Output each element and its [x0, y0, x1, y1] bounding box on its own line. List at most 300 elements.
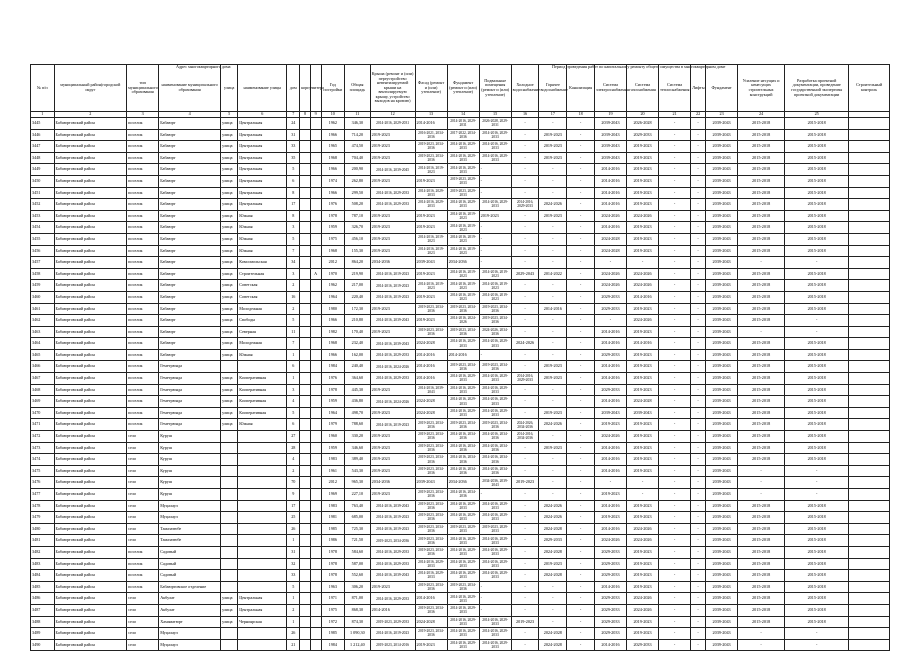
cell-hot: - [539, 431, 567, 443]
table-row [31, 210, 890, 222]
cell-control: 2015-2018 [785, 396, 849, 408]
column-number: 23 [706, 112, 738, 118]
cell-street [238, 477, 287, 489]
cell-gas: 2024-2026 [627, 268, 659, 280]
cell-year: 1976 [321, 373, 345, 385]
cell-design: 2015-2018 [738, 535, 785, 547]
cell-basement: 2019-2023, 2034-2036 [479, 419, 511, 431]
column-number: 18 [567, 112, 595, 118]
cell-fund: 2039-2043 [706, 628, 738, 640]
cell-house: 5 [287, 581, 300, 593]
cell-mo: Бабаюрт [159, 349, 221, 361]
cell-sewer: - [567, 245, 595, 257]
cell-year: 1969 [321, 489, 345, 501]
cell-control: 2015-2018 [785, 187, 849, 199]
table-row [31, 303, 890, 315]
cell-roof: 2014-2016 [370, 604, 415, 616]
cell-district: Бабаюртовский район [54, 152, 127, 164]
cell-lift: - [691, 477, 706, 489]
cell-cold: - [511, 512, 539, 524]
cell-facade: 2019-2023, 2034-2036 [415, 419, 447, 431]
cell-n: 3487 [31, 604, 55, 616]
cell-year: 2012 [321, 477, 345, 489]
cell-basement: 2019-2023, 2034-2036 [479, 315, 511, 327]
cell-st: улица [221, 199, 238, 211]
cell-found: 2014-2016, 2019-2023 [447, 245, 479, 257]
cell-k [300, 373, 311, 385]
cell-sewer: - [567, 500, 595, 512]
cell-blank [849, 604, 890, 616]
cell-blank [849, 291, 890, 303]
cell-found: 2014-2016, 2029-2033 [447, 593, 479, 605]
cell-mo: Бабаюрт [159, 291, 221, 303]
cell-basement: 2014-2016, 2029-2033 [479, 407, 511, 419]
cell-type: поселок [127, 419, 159, 431]
cell-elec: 2029-2033 [594, 628, 626, 640]
cell-found: 2034-2036 [447, 477, 479, 489]
cell-area: 874,30 [345, 616, 371, 628]
cell-control: 2015-2018 [785, 535, 849, 547]
cell-fund: 2039-2043 [706, 454, 738, 466]
cell-area: 262,80 [345, 175, 371, 187]
cell-design: - [738, 639, 785, 651]
cell-l [310, 199, 321, 211]
cell-k [300, 523, 311, 535]
cell-elec: 2029-2033 [594, 604, 626, 616]
cell-type: село [127, 593, 159, 605]
column-header: Система теплоснабжения [659, 65, 691, 112]
cell-type: село [127, 465, 159, 477]
cell-district: Бабаюртовский район [54, 199, 127, 211]
cell-control: 2015-2018 [785, 407, 849, 419]
cell-basement: 2014-2016, 2029-2033 [479, 129, 511, 141]
column-header: Общая площадь [345, 65, 371, 112]
cell-area: 685,00 [345, 512, 371, 524]
cell-heat: - [659, 442, 691, 454]
cell-elec: 2039-2043 [594, 152, 626, 164]
cell-house: 5 [287, 315, 300, 327]
cell-cold: 2014-2016, 2034-2036 [511, 431, 539, 443]
cell-gas: 2019-2023 [627, 222, 659, 234]
cell-found: 2014-2016, 2034-2036 [447, 442, 479, 454]
cell-mo: Бабаюрт [159, 129, 221, 141]
cell-fund: 2039-2043 [706, 245, 738, 257]
column-number: 8 [300, 112, 311, 118]
cell-fund: 2039-2043 [706, 500, 738, 512]
cell-blank [849, 454, 890, 466]
cell-year: 1982 [321, 326, 345, 338]
cell-year: 1985 [321, 628, 345, 640]
cell-blank [849, 280, 890, 292]
cell-type: поселок [127, 349, 159, 361]
cell-lift: - [691, 512, 706, 524]
cell-k [300, 152, 311, 164]
cell-found: 2014-2016, 2029-2033 [447, 604, 479, 616]
column-number: 24 [738, 112, 785, 118]
table-row [31, 546, 890, 558]
cell-design: 2015-2018 [738, 523, 785, 535]
cell-st [221, 570, 238, 582]
cell-gas: 2024-2028 [627, 396, 659, 408]
cell-control: 2015-2018 [785, 175, 849, 187]
cell-fund: 2039-2043 [706, 512, 738, 524]
cell-area: 299,50 [345, 187, 371, 199]
cell-facade: 2019-2023 [415, 639, 447, 651]
cell-roof: 2014-2016, 2039-2043 [370, 570, 415, 582]
cell-year: 1972 [321, 616, 345, 628]
cell-type: поселок [127, 558, 159, 570]
cell-control: 2015-2018 [785, 442, 849, 454]
cell-design: - [738, 326, 785, 338]
cell-fund: 2039-2043 [706, 361, 738, 373]
cell-basement: 2014-2016, 2034-2036 [479, 465, 511, 477]
cell-heat: - [659, 431, 691, 443]
cell-fund: 2039-2043 [706, 523, 738, 535]
table-row [31, 535, 890, 547]
cell-year: 1968 [321, 245, 345, 257]
cell-design: 2015-2018 [738, 233, 785, 245]
cell-facade: 2039-2043 [415, 477, 447, 489]
cell-gas: 2019-2023 [627, 164, 659, 176]
cell-cold: - [511, 233, 539, 245]
cell-n: 3461 [31, 303, 55, 315]
cell-st [221, 523, 238, 535]
cell-design: 2015-2018 [738, 581, 785, 593]
cell-district: Бабаюртовский район [54, 407, 127, 419]
cell-hot: - [539, 349, 567, 361]
cell-mo: Садовый [159, 570, 221, 582]
column-number: 14 [447, 112, 479, 118]
cell-facade: 2014-2016 [415, 593, 447, 605]
cell-type: поселок [127, 129, 159, 141]
cell-area: 364,60 [345, 373, 371, 385]
cell-lift: - [691, 465, 706, 477]
cell-cold: - [511, 442, 539, 454]
cell-mo: Тамазатюбе [159, 523, 221, 535]
cell-st: улица [221, 384, 238, 396]
cell-k [300, 407, 311, 419]
cell-l [310, 407, 321, 419]
cell-design: 2015-2018 [738, 407, 785, 419]
cell-area: 871,00 [345, 593, 371, 605]
cell-area: 1 212,40 [345, 639, 371, 651]
cell-heat: - [659, 280, 691, 292]
cell-n: 3478 [31, 500, 55, 512]
column-number: 11 [345, 112, 371, 118]
cell-cold: - [511, 407, 539, 419]
cell-found: 2014-2016, 2029-2033 [447, 639, 479, 651]
cell-n: 3475 [31, 465, 55, 477]
cell-gas: - [627, 257, 659, 269]
cell-heat: - [659, 164, 691, 176]
cell-mo: Бабаюрт [159, 280, 221, 292]
cell-sewer: - [567, 291, 595, 303]
cell-lift: - [691, 454, 706, 466]
cell-roof: 2034-2036 [370, 477, 415, 489]
cell-design: - [738, 628, 785, 640]
cell-basement: 2014-2016, 2029-2033 [479, 628, 511, 640]
cell-area: 330,20 [345, 431, 371, 443]
cell-basement: 2019-2023, 2034-2036 [479, 303, 511, 315]
cell-control: 2015-2018 [785, 581, 849, 593]
cell-heat: - [659, 419, 691, 431]
cell-blank [849, 442, 890, 454]
cell-house: 1 [287, 373, 300, 385]
cell-k [300, 535, 311, 547]
cell-design: 2015-2018 [738, 338, 785, 350]
cell-fund: 2039-2043 [706, 233, 738, 245]
cell-elec: 2014-2016 [594, 581, 626, 593]
cell-found: 2019-2023, 2029-2033 [447, 187, 479, 199]
cell-st [221, 512, 238, 524]
cell-design: - [738, 465, 785, 477]
cell-k [300, 489, 311, 501]
cell-facade: 2019-2023, 2034-2036 [415, 431, 447, 443]
cell-roof: 2014-2016, 2029-2033 [370, 373, 415, 385]
cell-year: 1971 [321, 593, 345, 605]
cell-street [238, 431, 287, 443]
cell-type: село [127, 512, 159, 524]
cell-sewer: - [567, 349, 595, 361]
cell-heat: - [659, 558, 691, 570]
cell-found: 2014-2016, 2019-2023 [447, 210, 479, 222]
table-row [31, 384, 890, 396]
cell-house: 3 [287, 268, 300, 280]
cell-hot: - [539, 222, 567, 234]
cell-blank [849, 268, 890, 280]
cell-k [300, 628, 311, 640]
cell-roof: 2019-2023 [370, 152, 415, 164]
cell-roof: 2014-2016, 2024-2026 [370, 361, 415, 373]
cell-street: Кооперативная [238, 407, 287, 419]
cell-control: 2015-2018 [785, 280, 849, 292]
cell-sewer: - [567, 175, 595, 187]
cell-hot: - [539, 489, 567, 501]
cell-design: 2015-2018 [738, 245, 785, 257]
column-header: Крыша (ремонт и (или) переустройство невентилируемой крыши на вентилируемую крышу, устройство выходов на кровлю) [370, 65, 415, 112]
cell-year: 1966 [321, 187, 345, 199]
cell-found: 2034-2036 [447, 257, 479, 269]
cell-cold: - [511, 210, 539, 222]
cell-area: 788,60 [345, 419, 371, 431]
cell-roof: 2014-2016, 2039-2043 [370, 338, 415, 350]
cell-area: 445,30 [345, 384, 371, 396]
cell-n: 3465 [31, 349, 55, 361]
cell-district: Бабаюртовский район [54, 546, 127, 558]
cell-heat: - [659, 500, 691, 512]
cell-roof: 2019-2023 [370, 454, 415, 466]
cell-roof: 2019-2023 [370, 407, 415, 419]
cell-hot: 2014-2022 [539, 268, 567, 280]
cell-blank [849, 558, 890, 570]
cell-fund: 2039-2043 [706, 546, 738, 558]
cell-district: Бабаюртовский район [54, 326, 127, 338]
cell-k [300, 187, 311, 199]
cell-street [238, 639, 287, 651]
cell-year: 1966 [321, 315, 345, 327]
cell-design: 2015-2018 [738, 152, 785, 164]
cell-year: 1963 [321, 581, 345, 593]
cell-house: 17 [287, 500, 300, 512]
cell-street: Центральная [238, 141, 287, 153]
cell-district: Бабаюртовский район [54, 349, 127, 361]
column-number: 22 [691, 112, 706, 118]
cell-st [221, 628, 238, 640]
cell-roof: 2019-2023 [370, 210, 415, 222]
cell-type: село [127, 442, 159, 454]
cell-hot: 2024-2028 [539, 628, 567, 640]
cell-lift: - [691, 628, 706, 640]
cell-roof: 2014-2016, 2019-2023 [370, 291, 415, 303]
cell-k [300, 233, 311, 245]
cell-control: 2015-2018 [785, 141, 849, 153]
cell-fund: 2039-2043 [706, 570, 738, 582]
cell-type: поселок [127, 257, 159, 269]
cell-type: село [127, 639, 159, 651]
cell-district: Бабаюртовский район [54, 442, 127, 454]
cell-heat: - [659, 175, 691, 187]
cell-lift: - [691, 349, 706, 361]
cell-basement: - [479, 604, 511, 616]
cell-district: Бабаюртовский район [54, 164, 127, 176]
cell-l [310, 419, 321, 431]
cell-district: Бабаюртовский район [54, 268, 127, 280]
cell-area: 232,40 [345, 338, 371, 350]
cell-hot: - [539, 118, 567, 130]
cell-lift: - [691, 431, 706, 443]
cell-control: 2015-2018 [785, 384, 849, 396]
cell-st: улица [221, 118, 238, 130]
cell-roof: 2019-2023 [370, 465, 415, 477]
cell-district: Бабаюртовский район [54, 628, 127, 640]
cell-sewer: - [567, 604, 595, 616]
cell-elec: - [594, 315, 626, 327]
cell-k [300, 280, 311, 292]
cell-type: поселок [127, 141, 159, 153]
cell-facade: 2014-2016, 2019-2023 [415, 280, 447, 292]
cell-blank [849, 303, 890, 315]
cell-mo: Куруш [159, 489, 221, 501]
cell-st: улица [221, 338, 238, 350]
cell-found: 2019-2023, 2034-2036 [447, 303, 479, 315]
cell-k [300, 500, 311, 512]
cell-st [221, 431, 238, 443]
cell-st [221, 489, 238, 501]
cell-area: 584,60 [345, 546, 371, 558]
column-number: 17 [539, 112, 567, 118]
cell-blank [849, 639, 890, 651]
cell-basement: - [479, 222, 511, 234]
column-header: Фасад (ремонт и (или) утепление) [415, 65, 447, 112]
cell-sewer: - [567, 465, 595, 477]
cell-lift: - [691, 164, 706, 176]
cell-street [238, 489, 287, 501]
cell-district: Бабаюртовский район [54, 465, 127, 477]
cell-found: 2014-2016, 2029-2033 [447, 407, 479, 419]
cell-roof: 2019-2023 [370, 581, 415, 593]
cell-st: улица [221, 141, 238, 153]
cell-year: 1970 [321, 268, 345, 280]
cell-l [310, 628, 321, 640]
cell-k [300, 419, 311, 431]
cell-hot: - [539, 604, 567, 616]
cell-roof: 2014-2016, 2019-2023 [370, 280, 415, 292]
cell-design: - [738, 489, 785, 501]
cell-hot: 2024-2028 [539, 570, 567, 582]
cell-blank [849, 396, 890, 408]
cell-sewer: - [567, 639, 595, 651]
cell-basement: - [479, 233, 511, 245]
cell-fund: 2039-2043 [706, 593, 738, 605]
cell-sewer: - [567, 361, 595, 373]
column-header: Лифты [691, 65, 706, 112]
cell-cold: - [511, 570, 539, 582]
cell-elec: 2024-2026 [594, 535, 626, 547]
cell-design: 2015-2018 [738, 164, 785, 176]
cell-heat: - [659, 303, 691, 315]
cell-heat: - [659, 454, 691, 466]
cell-mo: Бабаюрт [159, 338, 221, 350]
cell-cold: - [511, 384, 539, 396]
cell-lift: - [691, 570, 706, 582]
cell-heat: - [659, 512, 691, 524]
cell-house: 33 [287, 570, 300, 582]
cell-design: 2015-2018 [738, 604, 785, 616]
cell-l [310, 616, 321, 628]
cell-fund: 2039-2043 [706, 187, 738, 199]
address-group-caption: Адрес многоквартирного дома [176, 64, 231, 69]
column-header: Фундамент (ремонт и (или) утепление) [447, 65, 479, 112]
column-number: 13 [415, 112, 447, 118]
cell-sewer: - [567, 187, 595, 199]
cell-l [310, 558, 321, 570]
cell-sewer: - [567, 546, 595, 558]
cell-design: 2015-2018 [738, 570, 785, 582]
cell-st: улица [221, 604, 238, 616]
cell-hot: 2024-2026 [539, 512, 567, 524]
cell-street: Кооперативная [238, 373, 287, 385]
cell-basement: 2014-2016, 2029-2033 [479, 546, 511, 558]
cell-mo: Бабаюрт [159, 175, 221, 187]
cell-type: поселок [127, 303, 159, 315]
cell-street [238, 465, 287, 477]
cell-control: 2015-2018 [785, 349, 849, 361]
cell-k [300, 477, 311, 489]
cell-fund: 2039-2043 [706, 477, 738, 489]
cell-lift: - [691, 384, 706, 396]
cell-elec: 2024-2026 [594, 210, 626, 222]
cell-basement: 2014-2016, 2029-2033 [479, 535, 511, 547]
cell-fund: 2039-2043 [706, 639, 738, 651]
cell-year: 1983 [321, 500, 345, 512]
cell-l [310, 535, 321, 547]
cell-control: 2015-2018 [785, 199, 849, 211]
cell-heat: - [659, 338, 691, 350]
column-number: 7 [287, 112, 300, 118]
cell-lift: - [691, 315, 706, 327]
cell-street: Центральная [238, 152, 287, 164]
column-header: корпус [300, 65, 311, 112]
cell-elec: 2014-2016 [594, 187, 626, 199]
cell-elec: 2029-2033 [594, 303, 626, 315]
cell-street: Черноярская [238, 616, 287, 628]
cell-roof: 2014-2016, 2029-2033 [370, 593, 415, 605]
cell-house: 1 [287, 593, 300, 605]
column-number: 3 [127, 112, 159, 118]
table-row [31, 129, 890, 141]
cell-district: Бабаюртовский район [54, 419, 127, 431]
cell-district: Бабаюртовский район [54, 512, 127, 524]
